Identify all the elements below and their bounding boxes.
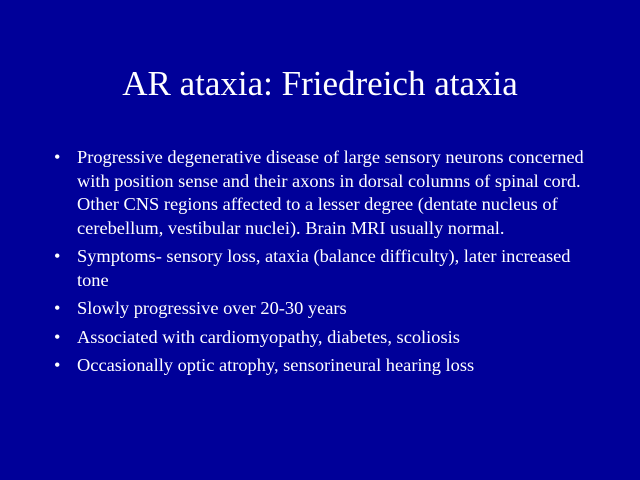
bullet-text: Associated with cardiomyopathy, diabetes, scoliosis [77, 326, 460, 347]
slide-title: AR ataxia: Friedreich ataxia [122, 64, 518, 103]
bullet-item [50, 354, 598, 378]
bullet-icon: • [54, 355, 61, 375]
bullet-icon: • [54, 246, 61, 266]
bullet-icon: • [54, 147, 61, 167]
bullet-text: Progressive degenerative disease of large sensory neurons concerned with position sense and their axons in dorsal columns of spinal cord. Other CNS regions affected to a lesser degree (dentate nucleus of cerebellum, vestibular nuclei). Brain MRI usually normal. [77, 147, 584, 238]
bullet-text: Slowly progressive over 20-30 years [77, 298, 347, 318]
bullet-icon: • [54, 326, 61, 347]
bullet-item [50, 326, 598, 350]
bullet-item [50, 146, 598, 240]
bullet-text: Occasionally optic atrophy, sensorineural hearing loss [77, 355, 475, 375]
bullet-text: Symptoms- sensory loss, ataxia (balance difficulty), later increased tone [77, 246, 571, 290]
bullet-list [50, 146, 598, 383]
bullet-item [50, 245, 598, 292]
bullet-icon: • [54, 298, 61, 318]
bullet-item [50, 297, 598, 321]
